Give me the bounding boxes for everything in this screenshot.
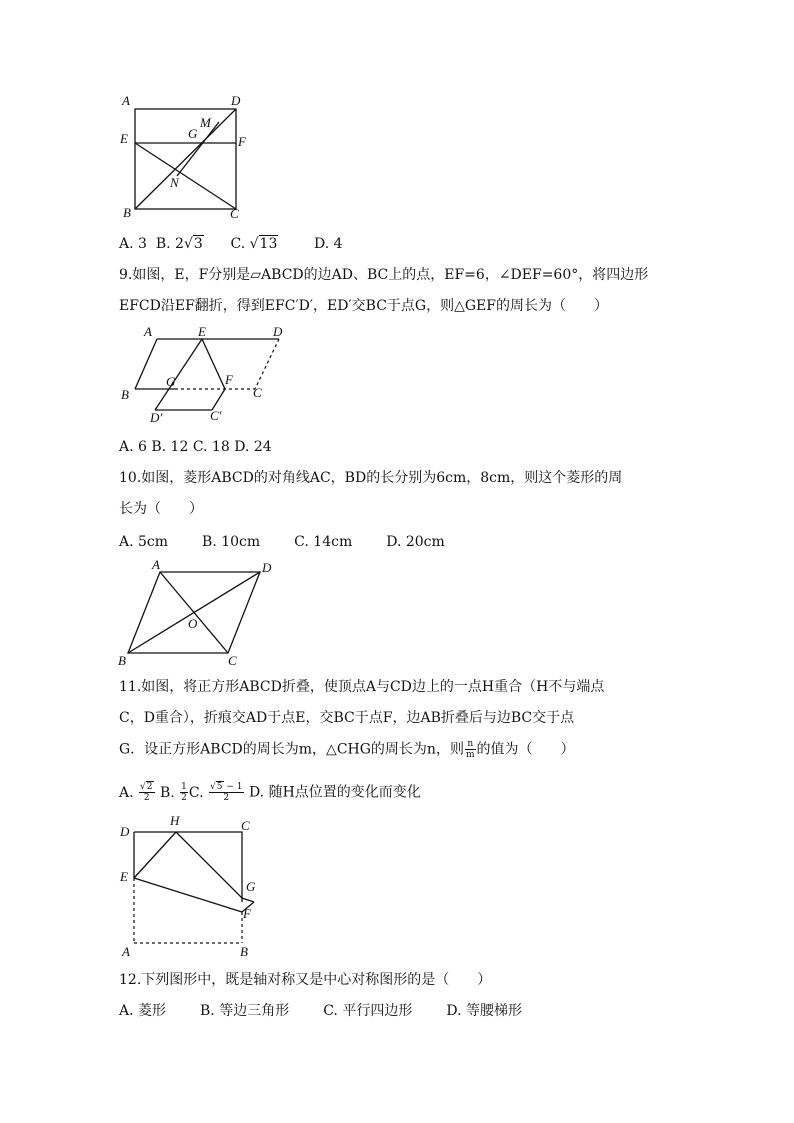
q11-option-b: B. $\frac{1}{2}$ <box>159 782 187 803</box>
label-g: G <box>166 374 176 389</box>
label-a: A <box>122 93 130 108</box>
label-f: F <box>225 372 233 387</box>
label-b: B <box>240 944 248 959</box>
q11-stem-line3: G．设正方形ABCD的周长为m，△CHG的周长为n，则 $\frac{n}{m}$ 的值为（ ） <box>119 739 575 760</box>
q10-option-b: B. 10cm <box>202 534 261 550</box>
q8-option-d: D. 4 <box>313 236 343 252</box>
label-b: B <box>118 653 126 668</box>
q10-options <box>119 532 479 552</box>
q11-stem-line1: 11.如图，将正方形ABCD折叠，使顶点A与CD边上的一点H重合（H不与端点 <box>119 679 605 695</box>
label-c: C <box>230 206 239 221</box>
label-b: B <box>121 387 129 402</box>
label-f: F <box>243 906 251 921</box>
label-m: M <box>200 115 211 130</box>
q11-options <box>119 782 421 803</box>
label-b: B <box>123 205 131 220</box>
label-f: F <box>238 134 246 149</box>
label-d: D <box>120 824 130 839</box>
label-d: D <box>273 324 283 339</box>
label-c-prime: C′ <box>210 408 222 423</box>
q12-stem: 12.下列图形中，既是轴对称又是中心对称图形的是（ ） <box>119 972 492 988</box>
q12-options <box>119 1001 556 1021</box>
fraction-n-over-m: $\frac{n}{m}$ <box>465 739 475 760</box>
label-c: C <box>228 653 237 668</box>
label-e: E <box>120 131 128 146</box>
label-o: O <box>188 616 198 631</box>
label-h: H <box>170 813 180 828</box>
q12-option-a: A. 菱形 <box>119 1003 167 1019</box>
q11-option-a: A. $\frac{√2}{2}$ <box>119 782 153 803</box>
q11-stem-line2: C，D重合），折痕交AD于点E，交BC于点F，边AB折叠后与边BC交于点 <box>119 710 575 726</box>
q9-stem-line2: EFCD沿EF翻折，得到EFC′D′，ED′交BC于点G，则△GEF的周长为（ ） <box>119 298 608 314</box>
q10-stem-line1: 10.如图，菱形ABCD的对角线AC，BD的长分别为6cm，8cm，则这个菱形的周 <box>119 470 623 486</box>
q9-stem-line1: 9.如图，E，F分别是▱ABCD的边AD、BC上的点，EF=6，∠DEF=60°，将四边形 <box>119 267 649 283</box>
q12-option-b: B. 等边三角形 <box>200 1003 290 1019</box>
label-e: E <box>120 869 128 884</box>
label-d-prime: D′ <box>150 410 163 425</box>
label-d: D <box>231 93 241 108</box>
q11-option-c: C. $\frac{√5 - 1}{2}$ <box>188 782 243 803</box>
q8-option-b: B. 2√3 <box>155 236 203 252</box>
q10-option-d: D. 20cm <box>386 534 445 550</box>
q11-option-d: D. 随H点位置的变化而变化 <box>248 784 421 801</box>
label-g: G <box>246 879 256 894</box>
q10-stem-line2: 长为（ ） <box>119 501 203 517</box>
label-e: E <box>198 324 206 339</box>
q8-option-c: C. √13 <box>230 236 278 252</box>
q8-option-a: A. 3 <box>119 236 147 252</box>
q12-option-c: C. 平行四边形 <box>323 1003 413 1019</box>
q10-option-c: C. 14cm <box>294 534 353 550</box>
q8-options <box>119 234 343 254</box>
label-a: A <box>144 324 152 339</box>
figure-q11 <box>110 810 280 960</box>
label-a: A <box>152 557 160 572</box>
q10-option-a: A. 5cm <box>119 534 169 550</box>
q12-option-d: D. 等腰梯形 <box>446 1003 522 1019</box>
label-a: A <box>122 944 130 959</box>
q9-options: A. 6 B. 12 C. 18 D. 24 <box>119 439 272 455</box>
label-g: G <box>188 126 198 141</box>
figure-q10 <box>110 555 285 670</box>
figure-q9 <box>112 320 307 430</box>
figure-q8 <box>110 90 260 225</box>
label-c: C <box>253 385 262 400</box>
label-n: N <box>170 175 179 190</box>
label-c: C <box>241 818 250 833</box>
label-d: D <box>262 560 272 575</box>
